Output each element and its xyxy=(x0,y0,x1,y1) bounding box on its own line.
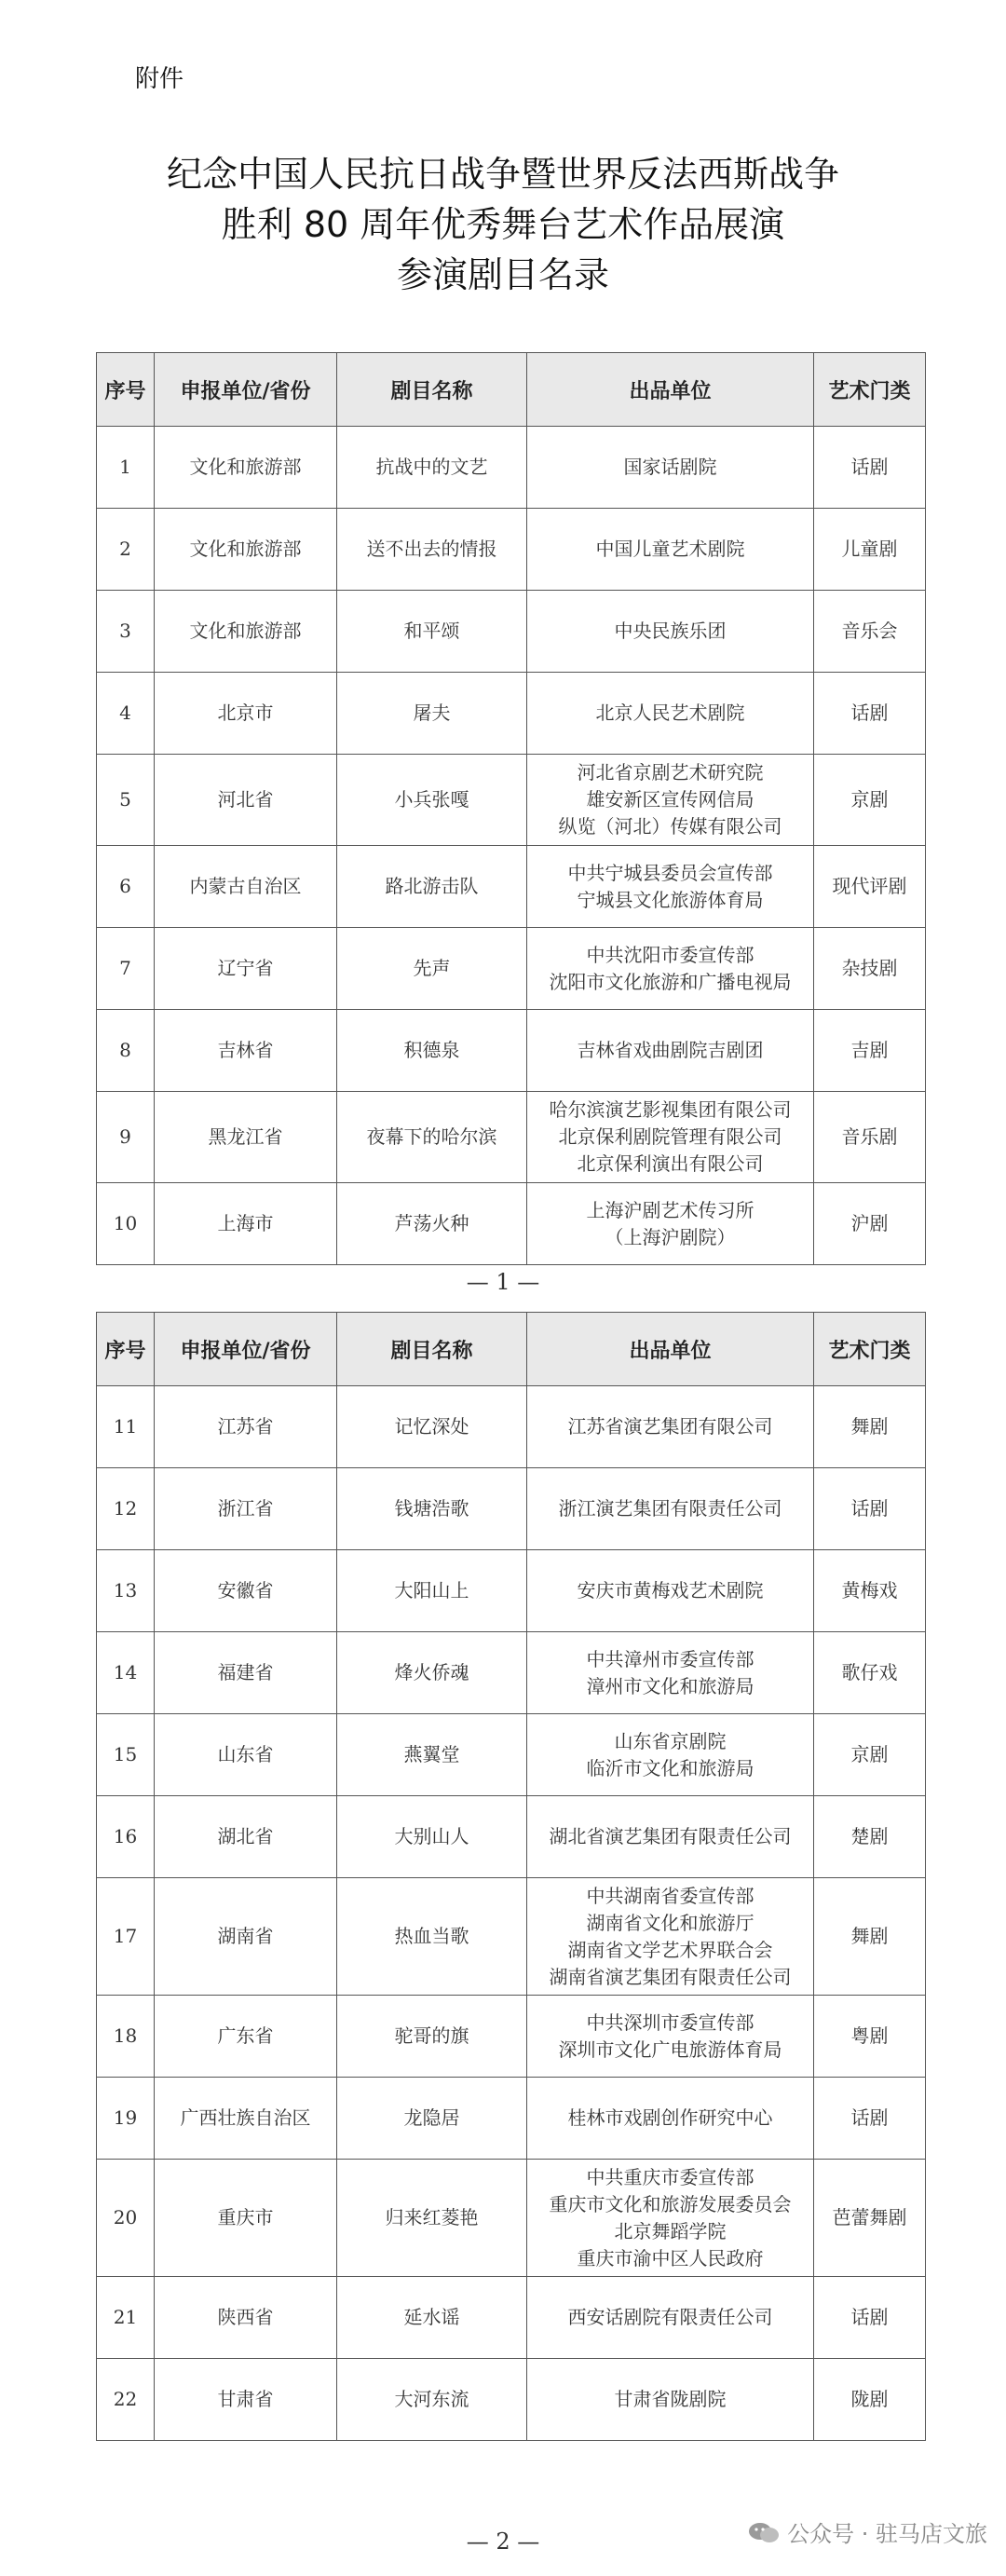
table-row xyxy=(97,1796,926,1878)
table-row xyxy=(97,846,926,928)
producer-line: 雄安新区宣传网信局 xyxy=(586,788,754,811)
cell-category: 杂技剧 xyxy=(814,928,926,1010)
table-row xyxy=(97,1010,926,1092)
table-row xyxy=(97,1632,926,1714)
cell-category: 吉剧 xyxy=(814,1010,926,1092)
cell-unit: 北京市 xyxy=(155,673,337,755)
producer-line: 北京舞蹈学院 xyxy=(614,2219,727,2242)
cell-play: 屠夫 xyxy=(337,673,527,755)
cell-producer xyxy=(527,509,814,591)
cell-no: 18 xyxy=(97,1996,155,2078)
cell-producer xyxy=(527,591,814,673)
cell-play: 芦荡火种 xyxy=(337,1183,527,1265)
cell-play: 抗战中的文艺 xyxy=(337,427,527,509)
producer-line: 中央民族乐团 xyxy=(614,620,727,642)
table-row xyxy=(97,2277,926,2359)
cell-play: 大阳山上 xyxy=(337,1550,527,1632)
table-row xyxy=(97,1996,926,2078)
producer-line: 哈尔滨演艺影视集团有限公司 xyxy=(549,1098,792,1121)
cell-play: 和平颂 xyxy=(337,591,527,673)
cell-no: 15 xyxy=(97,1714,155,1796)
table-row xyxy=(97,1386,926,1468)
title-line-1: 纪念中国人民抗日战争暨世界反法西斯战争 xyxy=(166,154,839,195)
page-number-1: — 1 — xyxy=(466,1269,540,1295)
cell-unit: 河北省 xyxy=(155,755,337,846)
cell-no: 1 xyxy=(97,427,155,509)
play-list-table-page-2 xyxy=(96,1312,926,2441)
header-unit: 申报单位/省份 xyxy=(155,353,337,427)
producer-line: 河北省京剧艺术研究院 xyxy=(577,761,764,784)
producer-line: 中共漳州市委宣传部 xyxy=(586,1647,754,1670)
producer-line: 深圳市文化广电旅游体育局 xyxy=(558,2038,782,2061)
cell-unit: 陕西省 xyxy=(155,2277,337,2359)
table-row xyxy=(97,591,926,673)
header-producer: 出品单位 xyxy=(527,353,814,427)
watermark xyxy=(748,2515,987,2548)
producer-line: 漳州市文化和旅游局 xyxy=(586,1674,754,1697)
table-row xyxy=(97,2078,926,2160)
cell-no: 11 xyxy=(97,1386,155,1468)
watermark-text: 公众号 · 驻马店文旅 xyxy=(787,2521,987,2547)
producer-line: 江苏省演艺集团有限公司 xyxy=(567,1415,773,1438)
cell-no: 7 xyxy=(97,928,155,1010)
cell-play: 驼哥的旗 xyxy=(337,1996,527,2078)
producer-line: 吉林省戏曲剧院吉剧团 xyxy=(577,1039,764,1061)
producer-line: 桂林市戏剧创作研究中心 xyxy=(567,2106,773,2129)
cell-unit: 广东省 xyxy=(155,1996,337,2078)
cell-unit: 辽宁省 xyxy=(155,928,337,1010)
cell-play: 积德泉 xyxy=(337,1010,527,1092)
cell-producer xyxy=(527,2277,814,2359)
producer-line: 北京保利剧院管理有限公司 xyxy=(558,1125,782,1148)
cell-play: 钱塘浩歌 xyxy=(337,1468,527,1550)
header-play: 剧目名称 xyxy=(337,353,527,427)
cell-category: 京剧 xyxy=(814,1714,926,1796)
cell-producer xyxy=(527,1550,814,1632)
producer-line: 湖南省文学艺术界联合会 xyxy=(567,1938,773,1961)
cell-category: 话剧 xyxy=(814,2078,926,2160)
cell-no: 2 xyxy=(97,509,155,591)
cell-unit: 江苏省 xyxy=(155,1386,337,1468)
cell-play: 延水谣 xyxy=(337,2277,527,2359)
producer-line: 国家话剧院 xyxy=(623,456,717,478)
table-row xyxy=(97,2359,926,2441)
cell-no: 17 xyxy=(97,1878,155,1996)
cell-producer xyxy=(527,1632,814,1714)
cell-category: 京剧 xyxy=(814,755,926,846)
cell-play: 大河东流 xyxy=(337,2359,527,2441)
table-row xyxy=(97,755,926,846)
cell-category: 舞剧 xyxy=(814,1386,926,1468)
cell-no: 19 xyxy=(97,2078,155,2160)
producer-line: 中共重庆市委宣传部 xyxy=(586,2165,754,2188)
producer-line: （上海沪剧院） xyxy=(605,1225,736,1248)
cell-category: 黄梅戏 xyxy=(814,1550,926,1632)
cell-unit: 浙江省 xyxy=(155,1468,337,1550)
table-row xyxy=(97,673,926,755)
cell-producer xyxy=(527,1010,814,1092)
producer-line: 西安话剧院有限责任公司 xyxy=(567,2306,773,2328)
producer-line: 北京保利演出有限公司 xyxy=(577,1152,764,1175)
cell-producer xyxy=(527,1468,814,1550)
cell-producer xyxy=(527,1386,814,1468)
cell-category: 音乐剧 xyxy=(814,1092,926,1183)
cell-no: 5 xyxy=(97,755,155,846)
cell-producer xyxy=(527,755,814,846)
producer-line: 北京人民艺术剧院 xyxy=(595,702,745,724)
cell-play: 归来红菱艳 xyxy=(337,2160,527,2277)
producer-line: 中国儿童艺术剧院 xyxy=(595,538,745,560)
cell-producer xyxy=(527,2160,814,2277)
cell-category: 楚剧 xyxy=(814,1796,926,1878)
producer-line: 甘肃省陇剧院 xyxy=(614,2388,727,2410)
page-number-2: — 2 — xyxy=(466,2528,540,2555)
cell-no: 8 xyxy=(97,1010,155,1092)
cell-unit: 广西壮族自治区 xyxy=(155,2078,337,2160)
cell-category: 芭蕾舞剧 xyxy=(814,2160,926,2277)
attachment-label: 附件 xyxy=(135,65,184,93)
cell-unit: 湖北省 xyxy=(155,1796,337,1878)
table-row xyxy=(97,928,926,1010)
title-line-2: 胜利 80 周年优秀舞台艺术作品展演 xyxy=(221,204,785,245)
cell-play: 龙隐居 xyxy=(337,2078,527,2160)
producer-line: 宁城县文化旅游体育局 xyxy=(577,888,764,911)
cell-play: 小兵张嘎 xyxy=(337,755,527,846)
cell-category: 儿童剧 xyxy=(814,509,926,591)
play-list-table-page-1 xyxy=(96,352,926,1265)
cell-category: 音乐会 xyxy=(814,591,926,673)
cell-unit: 湖南省 xyxy=(155,1878,337,1996)
cell-producer xyxy=(527,427,814,509)
cell-producer xyxy=(527,1796,814,1878)
table-row xyxy=(97,1183,926,1265)
producer-line: 上海沪剧艺术传习所 xyxy=(586,1198,754,1221)
table-row xyxy=(97,427,926,509)
cell-unit: 安徽省 xyxy=(155,1550,337,1632)
producer-line: 中共深圳市委宣传部 xyxy=(586,2010,754,2034)
cell-play: 燕翼堂 xyxy=(337,1714,527,1796)
cell-no: 13 xyxy=(97,1550,155,1632)
cell-no: 9 xyxy=(97,1092,155,1183)
cell-no: 6 xyxy=(97,846,155,928)
cell-category: 话剧 xyxy=(814,2277,926,2359)
table-row xyxy=(97,1092,926,1183)
cell-no: 14 xyxy=(97,1632,155,1714)
cell-no: 20 xyxy=(97,2160,155,2277)
header-unit: 申报单位/省份 xyxy=(155,1313,337,1386)
producer-line: 浙江演艺集团有限责任公司 xyxy=(558,1497,782,1520)
producer-line: 湖南省文化和旅游厅 xyxy=(586,1911,754,1934)
cell-producer xyxy=(527,1714,814,1796)
cell-producer xyxy=(527,2078,814,2160)
cell-play: 夜幕下的哈尔滨 xyxy=(337,1092,527,1183)
producer-line: 临沂市文化和旅游局 xyxy=(586,1756,754,1779)
producer-line: 湖北省演艺集团有限责任公司 xyxy=(549,1825,792,1847)
cell-producer xyxy=(527,846,814,928)
table-row xyxy=(97,1468,926,1550)
cell-unit: 文化和旅游部 xyxy=(155,509,337,591)
cell-unit: 黑龙江省 xyxy=(155,1092,337,1183)
cell-play: 路北游击队 xyxy=(337,846,527,928)
cell-category: 粤剧 xyxy=(814,1996,926,2078)
producer-line: 湖南省演艺集团有限责任公司 xyxy=(549,1965,792,1988)
header-play: 剧目名称 xyxy=(337,1313,527,1386)
cell-category: 话剧 xyxy=(814,427,926,509)
cell-play: 烽火侨魂 xyxy=(337,1632,527,1714)
cell-no: 10 xyxy=(97,1183,155,1265)
wechat-icon xyxy=(748,2521,780,2543)
cell-unit: 吉林省 xyxy=(155,1010,337,1092)
table-row xyxy=(97,1878,926,1996)
cell-no: 16 xyxy=(97,1796,155,1878)
cell-producer xyxy=(527,1996,814,2078)
cell-unit: 山东省 xyxy=(155,1714,337,1796)
cell-play: 记忆深处 xyxy=(337,1386,527,1468)
cell-category: 陇剧 xyxy=(814,2359,926,2441)
title-line-3: 参演剧目名录 xyxy=(396,254,609,295)
cell-producer xyxy=(527,1183,814,1265)
header-category: 艺术门类 xyxy=(814,1313,926,1386)
cell-play: 大别山人 xyxy=(337,1796,527,1878)
header-producer: 出品单位 xyxy=(527,1313,814,1386)
producer-line: 安庆市黄梅戏艺术剧院 xyxy=(577,1579,764,1601)
cell-producer xyxy=(527,1092,814,1183)
producer-line: 重庆市渝中区人民政府 xyxy=(577,2246,764,2269)
cell-producer xyxy=(527,1878,814,1996)
header-no: 序号 xyxy=(97,1313,155,1386)
cell-unit: 文化和旅游部 xyxy=(155,427,337,509)
cell-unit: 甘肃省 xyxy=(155,2359,337,2441)
cell-play: 先声 xyxy=(337,928,527,1010)
document-title xyxy=(0,149,1006,300)
table-header-row xyxy=(97,353,926,427)
cell-producer xyxy=(527,928,814,1010)
cell-no: 4 xyxy=(97,673,155,755)
producer-line: 重庆市文化和旅游发展委员会 xyxy=(549,2192,792,2215)
cell-no: 12 xyxy=(97,1468,155,1550)
producer-line: 中共宁城县委员会宣传部 xyxy=(567,861,773,884)
table-row xyxy=(97,509,926,591)
cell-category: 现代评剧 xyxy=(814,846,926,928)
table-row xyxy=(97,1550,926,1632)
cell-producer xyxy=(527,673,814,755)
producer-line: 纵览（河北）传媒有限公司 xyxy=(558,815,782,838)
cell-unit: 重庆市 xyxy=(155,2160,337,2277)
table-row xyxy=(97,2160,926,2277)
producer-line: 沈阳市文化旅游和广播电视局 xyxy=(549,970,792,993)
producer-line: 中共沈阳市委宣传部 xyxy=(586,943,754,966)
table-header-row xyxy=(97,1313,926,1386)
cell-unit: 内蒙古自治区 xyxy=(155,846,337,928)
cell-category: 舞剧 xyxy=(814,1878,926,1996)
header-no: 序号 xyxy=(97,353,155,427)
cell-play: 热血当歌 xyxy=(337,1878,527,1996)
cell-producer xyxy=(527,2359,814,2441)
cell-no: 21 xyxy=(97,2277,155,2359)
cell-category: 话剧 xyxy=(814,673,926,755)
cell-category: 歌仔戏 xyxy=(814,1632,926,1714)
cell-unit: 上海市 xyxy=(155,1183,337,1265)
cell-no: 3 xyxy=(97,591,155,673)
header-category: 艺术门类 xyxy=(814,353,926,427)
cell-category: 话剧 xyxy=(814,1468,926,1550)
cell-no: 22 xyxy=(97,2359,155,2441)
cell-category: 沪剧 xyxy=(814,1183,926,1265)
cell-unit: 福建省 xyxy=(155,1632,337,1714)
cell-play: 送不出去的情报 xyxy=(337,509,527,591)
cell-unit: 文化和旅游部 xyxy=(155,591,337,673)
table-row xyxy=(97,1714,926,1796)
producer-line: 山东省京剧院 xyxy=(614,1729,727,1752)
producer-line: 中共湖南省委宣传部 xyxy=(586,1884,754,1907)
